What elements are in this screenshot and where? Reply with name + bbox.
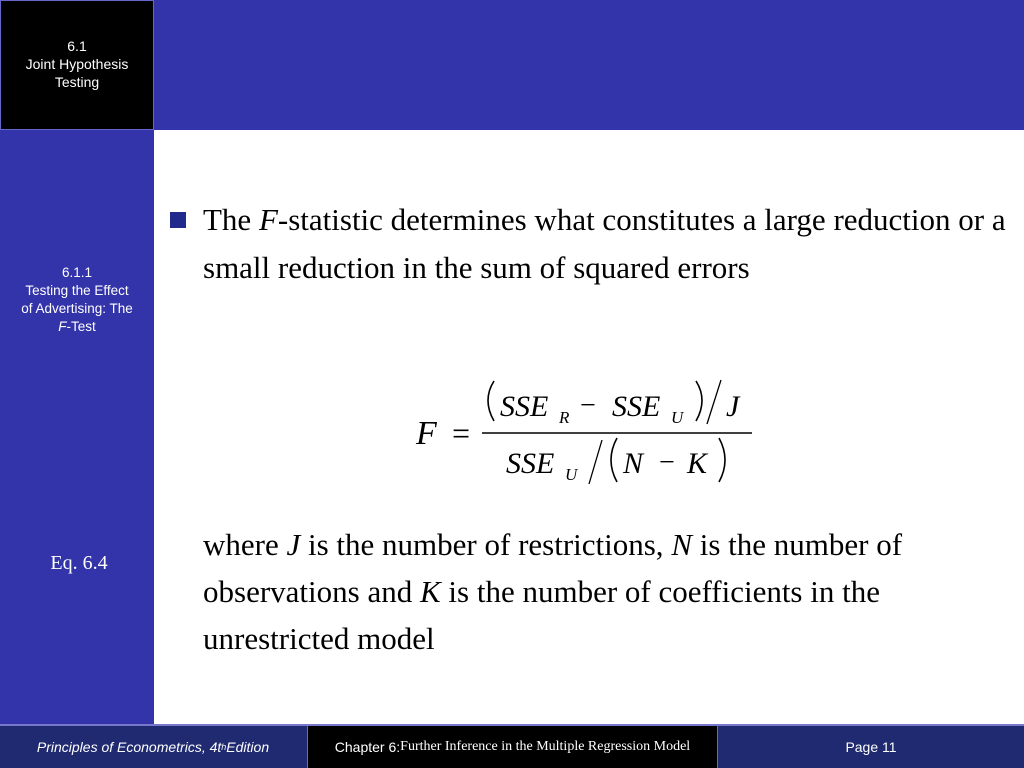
subscript-u-numerator: U [671,408,684,427]
section-number: 6.1 [67,38,87,54]
numerator-sse-u: SSE [612,390,661,423]
slash-numerator [707,380,721,424]
subsection-line-2: of Advertising: The [21,301,133,316]
subsection-number: 6.1.1 [61,265,93,280]
denominator-minus: − [659,447,675,478]
formula-equals: = [452,415,471,451]
subsection-f-italic: F [58,319,67,334]
equation-label: Eq. 6.4 [50,552,108,574]
subsection-title [0,264,154,336]
var-j: J [286,527,301,562]
f-statistic-formula [412,376,772,491]
page-number: Page 11 [845,739,897,755]
chapter-title: Further Inference in the Multiple Regression Model [400,739,691,754]
square-bullet-icon [170,212,186,228]
sidebar [0,130,154,726]
paren-close-denominator [719,438,725,482]
var-k: K [419,574,441,609]
bullet-item [170,196,1010,292]
where-explanation: where J is the number of restrictions, N is the number of observations and K is the number of coefficients in the unrestricted model [203,527,903,656]
numerator-sse-r: SSE [500,390,549,423]
slide-content [170,196,1010,292]
formula-lhs: F [416,415,437,452]
section-box [0,0,154,130]
footer-chapter [307,726,718,768]
section-title-line-2: Testing [54,74,100,90]
footer [0,726,1024,768]
subscript-u-denominator: U [565,465,578,484]
subscript-r: R [559,408,570,427]
numerator-j: J [726,390,740,423]
paren-open-numerator [488,381,494,421]
chapter-label: Chapter 6: [334,739,401,755]
var-n: N [671,527,692,562]
bullet-text: The F-statistic determines what constitutes a large reduction or a small reduction in the sum of squared errors [203,202,1006,285]
denominator-n: N [623,447,644,480]
numerator-minus: − [580,390,596,421]
subsection-test-text: -Test [66,319,96,334]
paren-open-denominator [611,438,617,482]
denominator-k: K [687,447,708,480]
subsection-line-3 [0,318,154,336]
slash-denominator [589,440,602,484]
denominator-sse-u: SSE [506,447,555,480]
section-title-line-1: Joint Hypothesis [25,56,129,72]
subsection-line-1: Testing the Effect [25,283,129,298]
paren-close-numerator [696,381,702,421]
footer-book-title: Principles of Econometrics, 4t h Edition [36,739,270,755]
f-italic: F [258,202,278,237]
